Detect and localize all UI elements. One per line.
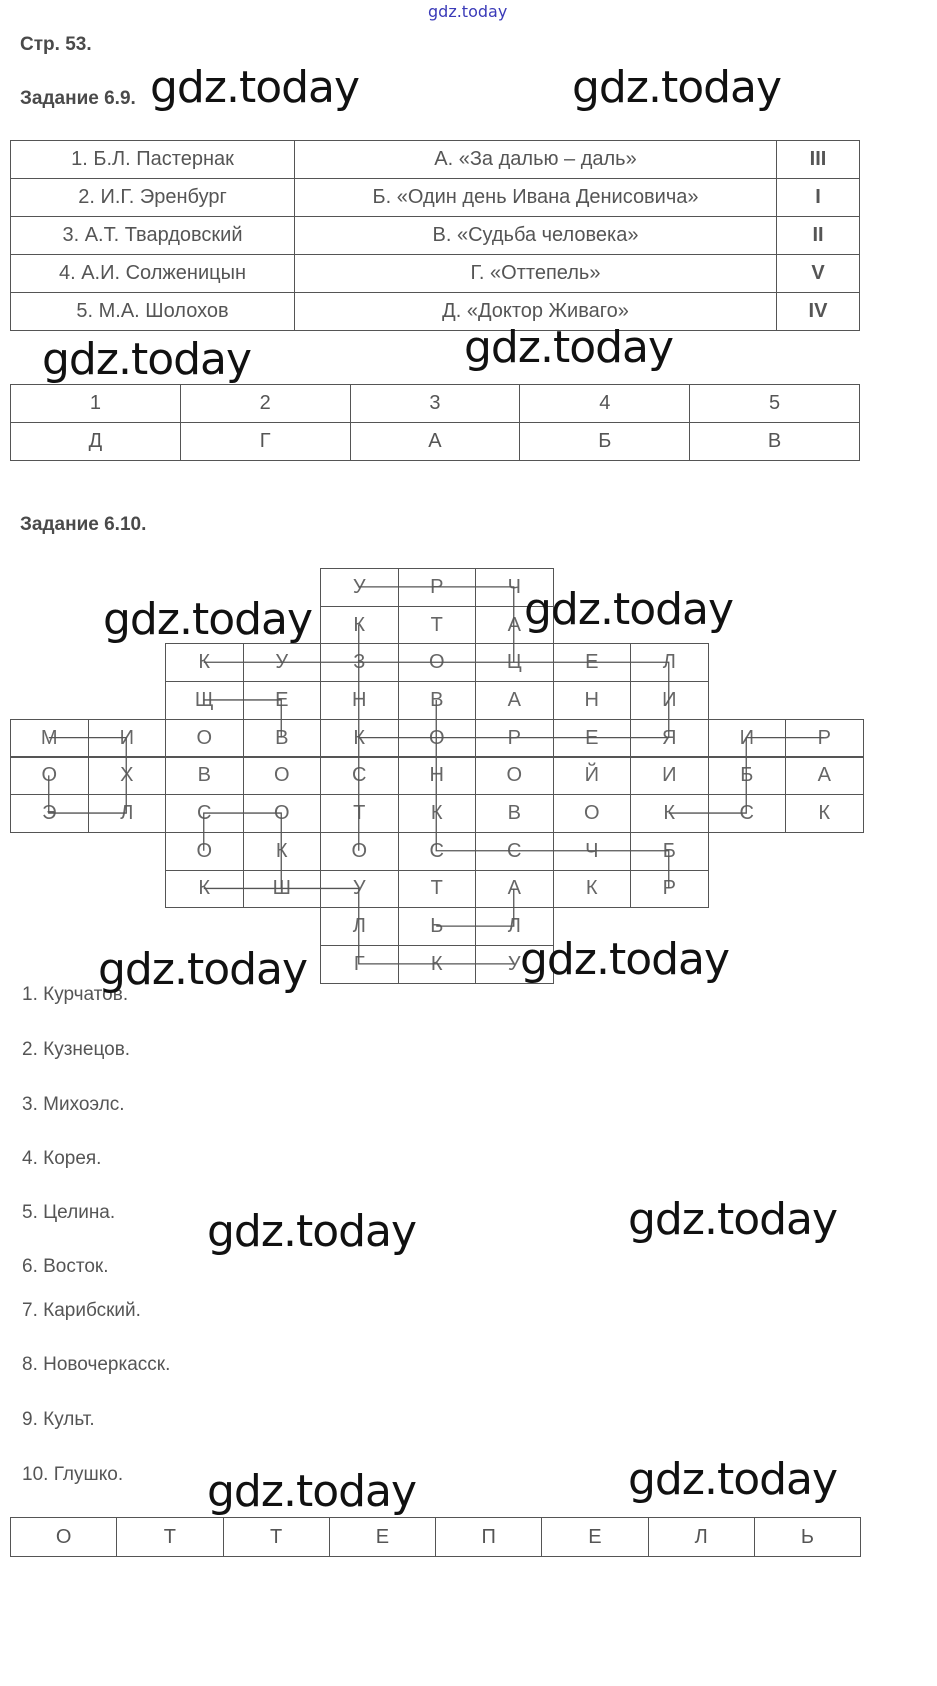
author-cell: 4. А.И. Солженицын <box>11 255 295 293</box>
grid-cell: Ч <box>553 832 632 871</box>
roman-mark-cell: IV <box>777 293 860 331</box>
grid-cell: Щ <box>165 681 244 720</box>
watermark: gdz.today <box>628 1454 838 1505</box>
grid-cell: Т <box>398 870 477 909</box>
grid-cell: З <box>320 643 399 682</box>
answer-letter-cell: Г <box>180 423 350 461</box>
answer-item: 4. Корея. <box>22 1148 102 1169</box>
grid-cell: О <box>10 757 89 796</box>
grid-cell: Ш <box>243 870 322 909</box>
author-cell: 5. М.А. Шолохов <box>11 293 295 331</box>
answer-number-cell: 4 <box>520 385 690 423</box>
keyword-letter-cell: Е <box>329 1517 436 1557</box>
grid-cell: Р <box>475 719 554 758</box>
grid-cell: О <box>243 794 322 833</box>
grid-cell: Б <box>630 832 709 871</box>
grid-cell: К <box>243 832 322 871</box>
task-6-9-title: Задание 6.9. <box>20 88 136 109</box>
grid-cell: Л <box>630 643 709 682</box>
grid-cell: К <box>320 719 399 758</box>
grid-cell: Т <box>398 606 477 645</box>
keyword-letter-cell: Л <box>648 1517 755 1557</box>
grid-cell: Р <box>398 568 477 607</box>
top-site-link[interactable]: gdz.today <box>428 2 508 21</box>
author-cell: 1. Б.Л. Пастернак <box>11 141 295 179</box>
answer-item: 7. Карибский. <box>22 1300 141 1321</box>
answer-item: 8. Новочеркасск. <box>22 1354 171 1375</box>
watermark: gdz.today <box>464 322 674 373</box>
keyword-letter-cell: П <box>435 1517 542 1557</box>
grid-cell: А <box>475 681 554 720</box>
solution-path-line <box>436 700 669 889</box>
work-cell: В. «Судьба человека» <box>295 217 777 255</box>
grid-cell: К <box>165 870 244 909</box>
grid-cell: О <box>398 719 477 758</box>
watermark: gdz.today <box>207 1466 417 1517</box>
grid-cell: Р <box>785 719 864 758</box>
grid-cell: О <box>553 794 632 833</box>
work-cell: Д. «Доктор Живаго» <box>295 293 777 331</box>
solution-path-line <box>204 813 282 888</box>
answer-item: 6. Восток. <box>22 1256 109 1277</box>
solution-path-line <box>359 587 514 662</box>
grid-cell: С <box>475 832 554 871</box>
grid-cell: У <box>320 870 399 909</box>
roman-mark-cell: I <box>777 179 860 217</box>
grid-cell: А <box>475 870 554 909</box>
grid-cell: О <box>165 719 244 758</box>
grid-cell: Ь <box>398 907 477 946</box>
grid-cell: И <box>630 681 709 720</box>
answer-number-cell: 3 <box>350 385 520 423</box>
roman-mark-cell: II <box>777 217 860 255</box>
grid-cell: О <box>320 832 399 871</box>
answer-number-cell: 2 <box>180 385 350 423</box>
solution-path-line <box>49 738 127 813</box>
grid-cell: К <box>398 794 477 833</box>
grid-cell: К <box>553 870 632 909</box>
grid-cell: С <box>398 832 477 871</box>
work-cell: А. «За далью – даль» <box>295 141 777 179</box>
work-cell: Б. «Один день Ивана Денисовича» <box>295 179 777 217</box>
grid-cell: К <box>785 794 864 833</box>
work-cell: Г. «Оттепель» <box>295 255 777 293</box>
grid-cell: Е <box>243 681 322 720</box>
grid-cell: К <box>165 643 244 682</box>
watermark: gdz.today <box>150 62 360 113</box>
grid-cell: У <box>320 568 399 607</box>
answer-item: 10. Глушко. <box>22 1464 124 1485</box>
grid-cell: У <box>243 643 322 682</box>
grid-cell: У <box>475 945 554 984</box>
grid-cell: К <box>630 794 709 833</box>
watermark: gdz.today <box>628 1194 838 1245</box>
watermark: gdz.today <box>98 944 308 995</box>
grid-cell: С <box>165 794 244 833</box>
grid-cell: В <box>165 757 244 796</box>
answer-letter-cell: А <box>350 423 520 461</box>
grid-cell: И <box>630 757 709 796</box>
grid-cell: Я <box>630 719 709 758</box>
grid-cell: В <box>398 681 477 720</box>
solution-path-line <box>669 738 824 813</box>
answer-item: 2. Кузнецов. <box>22 1039 131 1060</box>
solution-path-line <box>514 662 669 737</box>
solution-path-line <box>436 888 514 926</box>
solution-path-line <box>204 700 282 738</box>
grid-cell: Ч <box>475 568 554 607</box>
watermark: gdz.today <box>572 62 782 113</box>
grid-cell: Б <box>708 757 787 796</box>
watermark: gdz.today <box>520 934 730 985</box>
grid-cell: Н <box>553 681 632 720</box>
watermark: gdz.today <box>103 594 313 645</box>
grid-cell: Х <box>88 757 167 796</box>
grid-cell: С <box>708 794 787 833</box>
grid-cell: К <box>320 606 399 645</box>
grid-cell: О <box>398 643 477 682</box>
page-header: Стр. 53. <box>20 34 92 55</box>
keyword-letter-cell: О <box>10 1517 117 1557</box>
answer-letter-cell: Б <box>520 423 690 461</box>
answer-number-cell: 5 <box>690 385 860 423</box>
grid-cell: К <box>398 945 477 984</box>
grid-cell: Л <box>88 794 167 833</box>
grid-cell: О <box>165 832 244 871</box>
keyword-letter-cell: Е <box>541 1517 648 1557</box>
grid-cell: Й <box>553 757 632 796</box>
answer-letter-cell: Д <box>11 423 181 461</box>
answer-letter-cell: В <box>690 423 860 461</box>
watermark: gdz.today <box>207 1206 417 1257</box>
keyword-letter-cell: Т <box>223 1517 330 1557</box>
author-cell: 2. И.Г. Эренбург <box>11 179 295 217</box>
keyword-letter-cell: Т <box>116 1517 223 1557</box>
answer-item: 9. Культ. <box>22 1409 95 1430</box>
grid-cell: Л <box>475 907 554 946</box>
grid-cell: О <box>243 757 322 796</box>
roman-mark-cell: III <box>777 141 860 179</box>
answer-number-cell: 1 <box>11 385 181 423</box>
grid-cell: А <box>475 606 554 645</box>
grid-cell: В <box>475 794 554 833</box>
grid-cell: И <box>88 719 167 758</box>
task-6-10-title: Задание 6.10. <box>20 514 147 535</box>
grid-cell: С <box>320 757 399 796</box>
grid-cell: Л <box>320 907 399 946</box>
grid-cell: Э <box>10 794 89 833</box>
answer-item: 5. Целина. <box>22 1202 116 1223</box>
answer-item: 3. Михоэлс. <box>22 1094 125 1115</box>
grid-cell: О <box>475 757 554 796</box>
roman-mark-cell: V <box>777 255 860 293</box>
grid-cell: Е <box>553 643 632 682</box>
grid-cell: Ц <box>475 643 554 682</box>
grid-cell: А <box>785 757 864 796</box>
author-cell: 3. А.Т. Твардовский <box>11 217 295 255</box>
grid-cell: Р <box>630 870 709 909</box>
watermark: gdz.today <box>524 584 734 635</box>
grid-cell: М <box>10 719 89 758</box>
grid-cell: Т <box>320 794 399 833</box>
grid-cell: Н <box>398 757 477 796</box>
grid-cell: И <box>708 719 787 758</box>
watermark: gdz.today <box>42 334 252 385</box>
grid-cell: Г <box>320 945 399 984</box>
grid-cell: Е <box>553 719 632 758</box>
answer-item: 1. Курчатов. <box>22 984 129 1005</box>
grid-cell: В <box>243 719 322 758</box>
grid-cell: Н <box>320 681 399 720</box>
keyword-letter-cell: Ь <box>754 1517 861 1557</box>
